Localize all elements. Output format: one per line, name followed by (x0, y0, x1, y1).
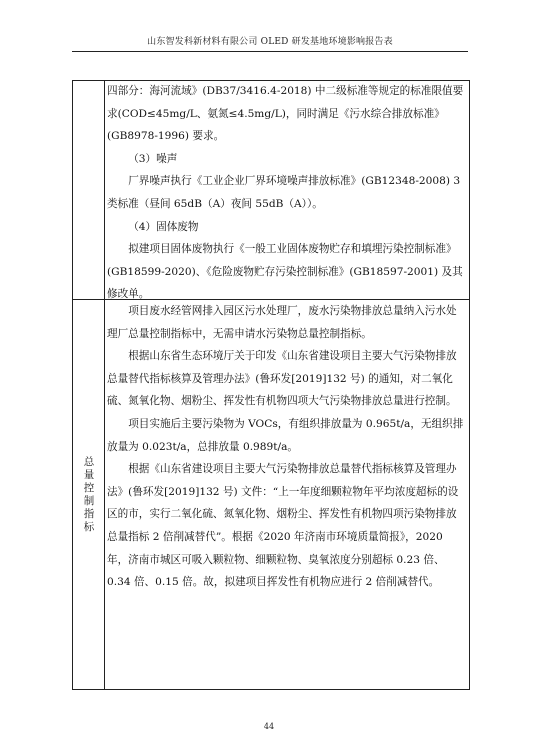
row1-paragraph-noise: 厂界噪声执行《工业企业厂界环境噪声排放标准》(GB12348-2008) 3 类标准（昼间 65dB（A）夜间 55dB（A））。 (107, 175, 461, 210)
label-char: 量 (83, 469, 95, 481)
row1-paragraph-solid-waste: 拟建项目固体废物执行《一般工业固体废物贮存和填埋污染控制标准》(GB18599-2020)、《危险废物贮存污染控制标准》(GB18597-2001) 及其修改单。 (107, 243, 463, 301)
row2-paragraph-wastewater: 项目废水经管网排入园区污水处理厂，废水污染物排放总量纳入污水处理厂总量控制指标中，无需申请水污染物总量控制指标。 (107, 305, 457, 340)
label-char: 指 (83, 508, 95, 520)
row1-paragraph-noise-heading: （3）噪声 (128, 152, 178, 165)
column-divider (104, 81, 105, 689)
row1-paragraph-solid-waste-heading: （4）固体废物 (128, 220, 199, 233)
standards-table (72, 80, 470, 690)
row1-paragraph-1: 四部分：海河流域》(DB37/3416.4-2018) 中二级标准等规定的标准限值要求(COD≤45mg/L、氨氮≤4.5mg/L)，同时满足《污水综合排放标准》(GB8978-1996) 要求。 (107, 85, 464, 143)
row2-paragraph-policy: 根据山东省生态环境厅关于印发《山东省建设项目主要大气污染物排放总量替代指标核算及管理办法》(鲁环发[2019]132 号) 的通知，对二氧化硫、氮氧化物、烟粉尘、挥发性有机物四项大气污染物排放总量进行控制。 (107, 350, 457, 408)
page-number: 44 (263, 722, 275, 731)
total-control-label (79, 456, 99, 534)
row2-paragraph-replacement: 根据《山东省建设项目主要大气污染物排放总量替代指标核算及管理办法》(鲁环发[2019]132 号) 文件：“上一年度细颗粒物年平均浓度超标的设区的市，实行二氧化硫、氮氧化物、烟粉尘、挥发性有机物四项污染物排放总量指标 2 倍削减替代”。根据《2020 年济南市环境质量简报》，2020 年，济南市城区可吸入颗粒物、细颗粒物、臭氧浓度分别超标 0.23 倍、0.34 倍、0.15 倍。故，拟建项目挥发性有机物应进行 2 倍削减替代。 (107, 463, 459, 589)
label-char: 标 (83, 521, 95, 533)
row1-content (107, 80, 467, 306)
row2-paragraph-vocs: 项目实施后主要污染物为 VOCs，有组织排放量为 0.965t/a，无组织排放量为 0.023t/a，总排放量 0.989t/a。 (107, 417, 464, 453)
document-header-title: 山东智发科新材料有限公司 OLED 研发基地环境影响报告表 (147, 37, 393, 47)
label-char: 控 (83, 482, 95, 494)
header-rule (72, 51, 468, 52)
label-char: 总 (83, 456, 95, 468)
label-char: 制 (83, 495, 95, 507)
row2-content (107, 300, 467, 594)
